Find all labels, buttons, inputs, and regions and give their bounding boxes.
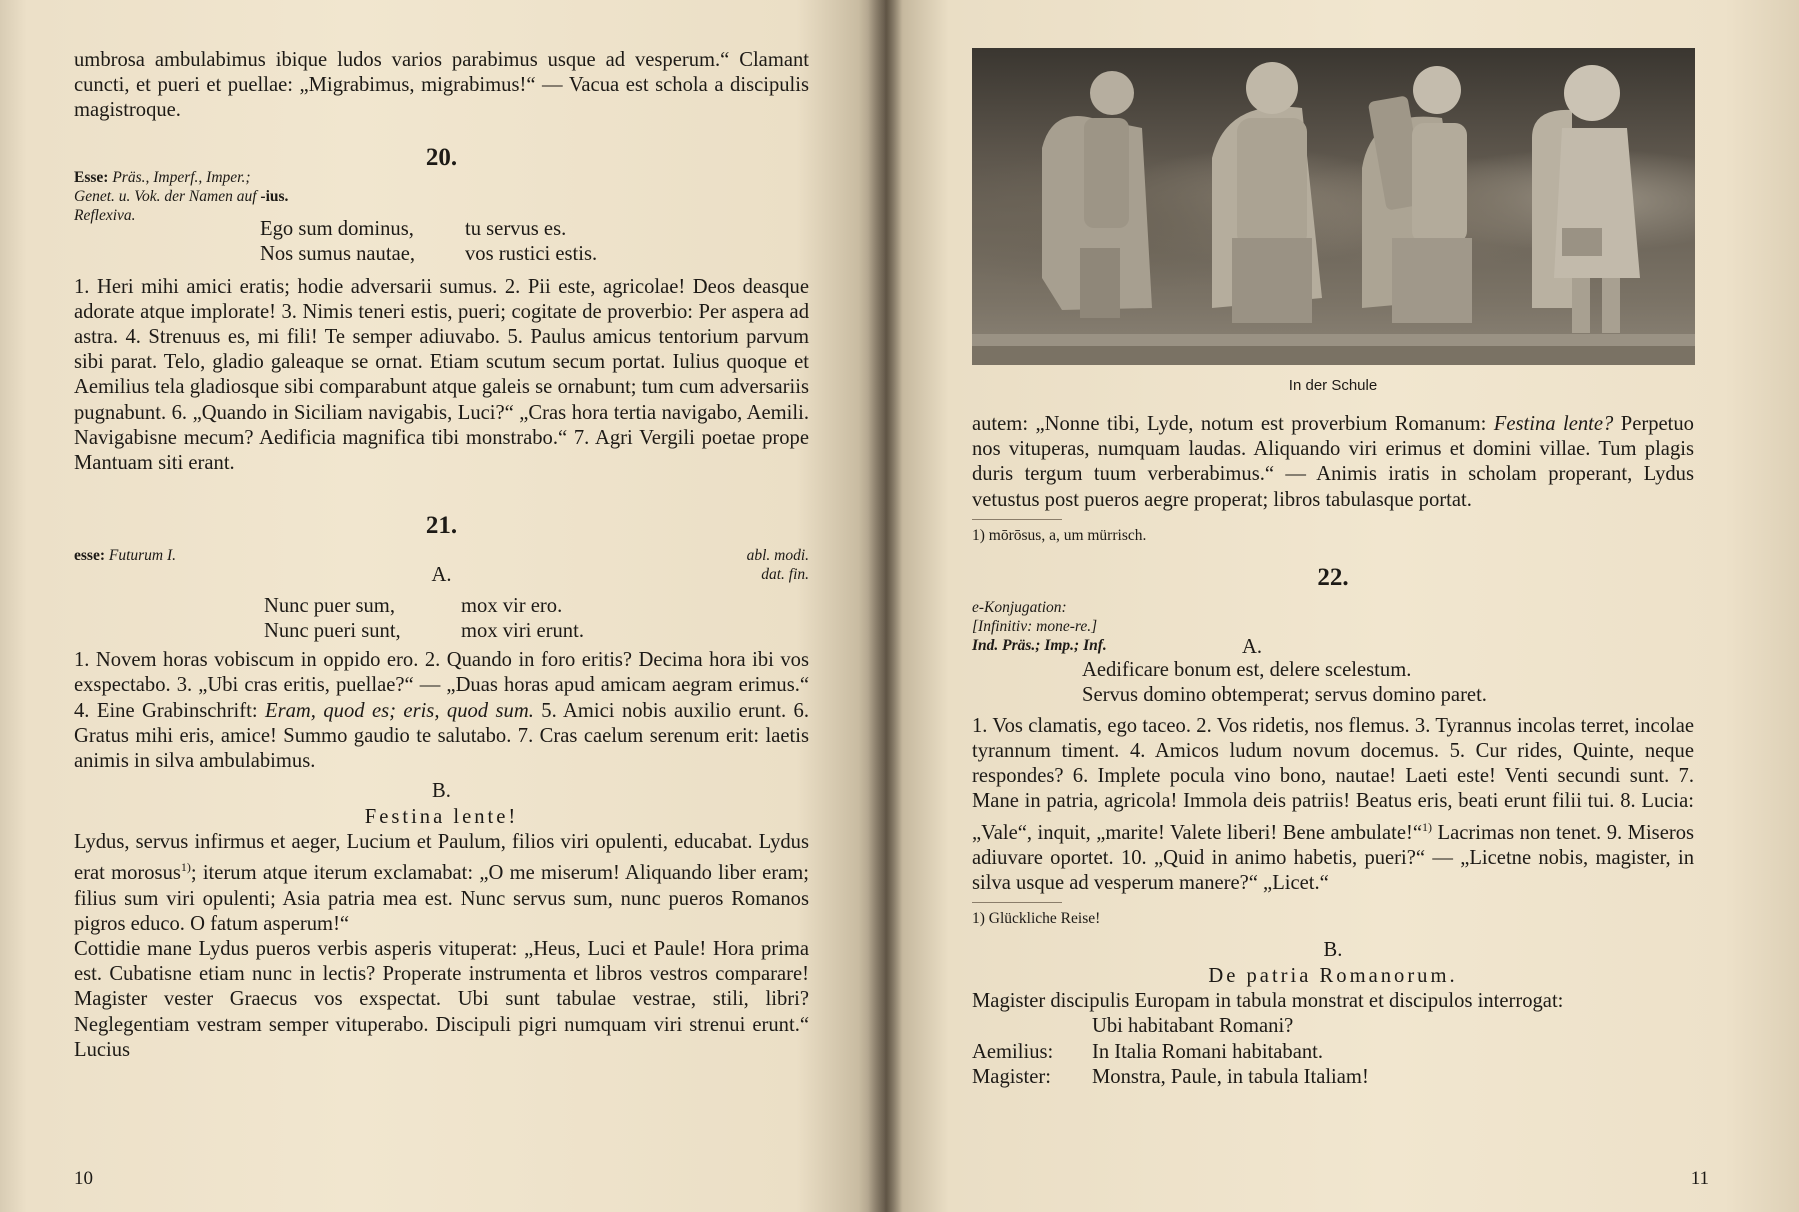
section-21-number: 21. xyxy=(425,512,458,540)
exercise-text: Lacrimas non tenet. 9. Miseros adiuvare oportet. 10. „Quid in animo habetis, pueri?“ — „Licetne nobis, magister, in silva usque ad vesperum manere?“ „Licet.“ xyxy=(972,821,1695,894)
dialog-line: In Italia Romani habitabant. xyxy=(1092,1040,1324,1063)
book-gutter xyxy=(868,0,902,1212)
right-column xyxy=(972,48,1694,1090)
section-21-part-a: A. xyxy=(431,564,452,587)
grammar-esse: esse: xyxy=(74,547,105,565)
page-number-right: 11 xyxy=(1690,1168,1709,1189)
grammar-e-conjugation: e-Konjugation: xyxy=(972,598,1067,616)
reading-continuation xyxy=(972,412,1694,513)
example-line: mox vir ero. xyxy=(461,595,563,618)
reading-text: autem: „Nonne tibi, Lyde, notum est proverbium Romanum: xyxy=(972,413,1487,435)
school-relief-image xyxy=(972,48,1695,365)
reading-text: Lydus, servus infirmus et aeger, Lucium et Paulum, filios viri opulenti, educabat. Lydus erat morosus xyxy=(74,831,809,885)
left-column xyxy=(74,48,809,1063)
grammar-esse: Esse: xyxy=(74,168,109,186)
dialog-speaker: Magister: xyxy=(972,1065,1051,1088)
proverb-text: Festina lente? xyxy=(1493,413,1614,435)
example-line: vos rustici estis. xyxy=(465,242,598,265)
section-22-part-b: B. xyxy=(1323,939,1343,962)
section-22-number: 22. xyxy=(1317,563,1349,591)
reading-text: Perpetuo nos vituperas, numquam laudas. Aliquando viri erimus et domini villae. Tum plagis duris tergum tuum verberabimus.“ — Animis iratis in scholam properant, Lydus vetustus post pueros aegre properat; libros tabulasque portat. xyxy=(972,413,1694,511)
exercise-text: 5. Amici nobis auxilio erunt. 6. Gratus mihi eris, amice! Summo gaudio te salutabo. 7. Cras caelum serenum erit: laetis animis in silva ambulabimus. xyxy=(74,699,809,773)
section-20-number: 20. xyxy=(425,143,458,171)
dialog-line: Ubi habitabant Romani? xyxy=(1092,1015,1294,1038)
grave-inscription: Eram, quod es; eris, quod sum. xyxy=(265,699,534,722)
example-line: Aedificare bonum est, delere scelestum. xyxy=(1082,658,1412,681)
dialog-question xyxy=(972,1014,1694,1039)
grammar-abl-modi: abl. modi. xyxy=(746,547,809,565)
section-21-header xyxy=(74,546,809,594)
exercise-text: 1. Vos clamatis, ego taceo. 2. Vos ridetis, nos flemus. 3. Tyrannus incolas terret, incolae tyrannum timent. 4. Amicos ludum novum docemus. 5. Cur rides, Quinte, neque respondes? 6. Implete pocula vino bono, nautae! Laeti este! Venti secundi sunt. 7. Mane in patria, agricola! Immola deis patriis! Beatus eris, beati erunt filii tui. 8. Lucia: „Vale“, inquit, „marite! Valete liberi! Bene ambulate!“ xyxy=(972,714,1694,844)
grammar-infinitive: [Infinitiv: mone-re.] xyxy=(972,617,1098,635)
section-22-part-a: A. xyxy=(1242,635,1263,658)
dialog-speaker: Aemilius: xyxy=(972,1040,1054,1063)
exercise-text: 1. Novem horas vobiscum in oppido ero. 2. Quando in foro eritis? Decima hora ibi vos exspectabo. 3. „Ubi cras eritis, puellae?“ — „Duas horas apud amicam aegram erimus.“ 4. Eine Grabinschrift: xyxy=(74,649,809,722)
example-line: Nunc pueri sunt, xyxy=(264,620,401,643)
reading-paragraph-1 xyxy=(74,830,809,937)
example-line: mox viri erunt. xyxy=(461,620,584,643)
opening-paragraph: umbrosa ambulabimus ibique ludos varios parabimus usque ad vesperum.“ Clamant cuncti, et pueri et puellae: „Migrabimus, migrabimus!“ — Vacua est schola a discipulis magistroque. xyxy=(74,49,809,122)
footnote-marker: 1) xyxy=(180,860,191,875)
reading-paragraph-2: Cottidie mane Lydus pueros verbis asperis vituperat: „Heus, Luci et Paule! Hora prima est. Cubatisne etiam nunc in lectis? Properate instrumenta et libros vestros comparare! Magister vester Graecus vos exspectat. Ubi sunt tabulae vestrae, stili, libri? Neglegentiam vestram semper vituperabo. Discipuli pigri numquam viri strenui erunt.“ Lucius xyxy=(74,937,809,1061)
dialog-row xyxy=(972,1065,1694,1090)
figure-caption: In der Schule xyxy=(1288,377,1378,394)
example-line: Nos sumus nautae, xyxy=(260,242,416,265)
dialog-row xyxy=(972,1040,1694,1065)
reading-text: ; iterum atque iterum exclamabat: „O me miserum! Aliquando liber eram; filius sum viri opulenti; Asia patria mea est. Nunc servus sum, nunc pueros Romanos pigros educo. O fatum asperum!“ xyxy=(74,862,809,935)
grammar-names: Genet. u. Vok. der Namen auf xyxy=(74,187,257,205)
section-22-title: De patria Romanorum. xyxy=(1208,965,1458,988)
example-line: tu servus es. xyxy=(465,217,567,240)
grammar-tenses: Präs., Imperf., Imper.; xyxy=(112,168,251,186)
section-22-header xyxy=(972,598,1694,658)
footnote-marker: 1) xyxy=(1422,819,1433,834)
example-line: Nunc puer sum, xyxy=(264,595,395,618)
grammar-futurum: Futurum I. xyxy=(108,547,177,565)
section-22-exercises xyxy=(972,714,1694,896)
page-number-left: 10 xyxy=(74,1168,93,1189)
relief-photograph xyxy=(972,48,1695,365)
section-21-examples xyxy=(264,594,809,644)
right-page xyxy=(885,0,1799,1212)
grammar-ius: -ius. xyxy=(260,187,289,205)
section-21-part-b: B. xyxy=(432,780,451,803)
footnote-rule xyxy=(972,902,1062,903)
footnote-reise: 1) Glückliche Reise! xyxy=(972,910,1101,928)
dialog-intro: Magister discipulis Europam in tabula monstrat et discipulos interrogat: xyxy=(972,990,1564,1013)
section-22-examples xyxy=(1082,658,1694,708)
grammar-dat-fin: dat. fin. xyxy=(761,566,809,584)
section-20-examples xyxy=(260,217,809,267)
dialog-line: Monstra, Paule, in tabula Italiam! xyxy=(1092,1065,1369,1088)
footnote-rule xyxy=(972,519,1062,520)
grammar-reflexiva: Reflexiva. xyxy=(74,206,136,224)
section-21-title: Festina lente! xyxy=(364,806,519,829)
grammar-forms: Ind. Präs.; Imp.; Inf. xyxy=(972,636,1107,654)
example-line: Servus domino obtemperat; servus domino paret. xyxy=(1082,683,1487,706)
footnote-morosus: 1) mōrōsus, a, um mürrisch. xyxy=(972,526,1147,544)
example-line: Ego sum dominus, xyxy=(260,217,414,240)
section-21-exercises-a xyxy=(74,648,809,774)
left-page xyxy=(0,0,885,1212)
section-20-exercises: 1. Heri mihi amici eratis; hodie adversarii sumus. 2. Pii este, agricolae! Deos deasque adorate atque implorate! 3. Nimis teneri estis, pueri; cogitate de proverbio: Per aspera ad astra. 4. Strenuus es, mi fili! Te semper adiuvabo. 5. Paulus amicus tentorium parvum sibi parat. Telo, gladio galeaque se ornat. Etiam scutum secum portat. Iulius quoque et Aemilius tela gladiosque sibi comparabunt atque galeis se ornabunt; tum cum adversariis pugnabunt. 6. „Quando in Siciliam navigabis, Luci?“ „Cras hora tertia navigabo, Aemili. Navigabisne mecum? Aedificia magnifica tibi monstrabo.“ 7. Agri Vergili poetae prope Mantuam siti erant. xyxy=(74,275,809,475)
